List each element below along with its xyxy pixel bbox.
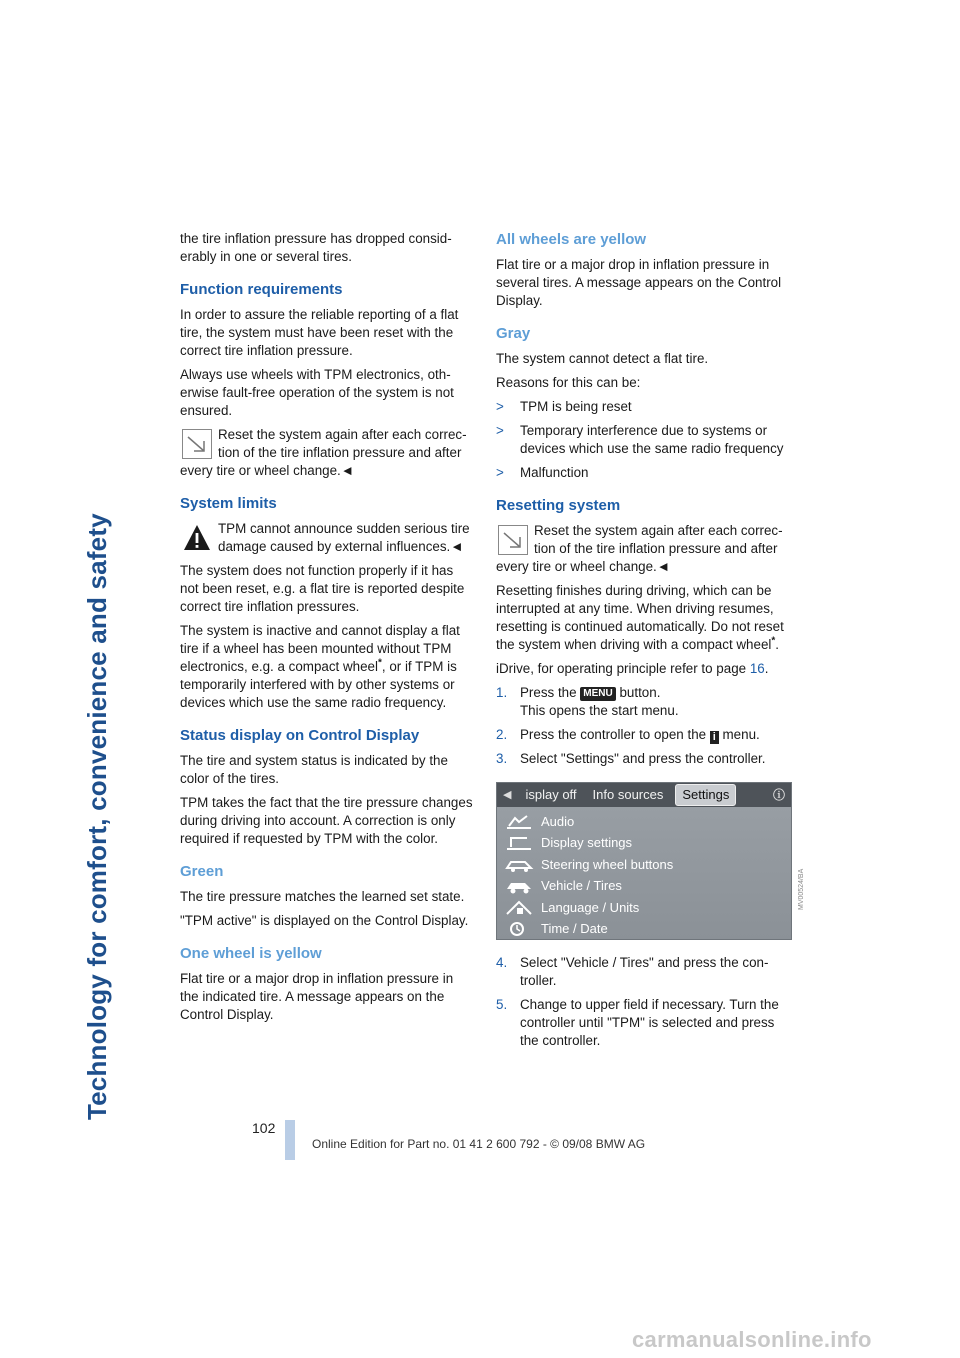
end-mark: ◄: [340, 463, 355, 478]
display-settings-icon: [505, 835, 535, 851]
limits-paragraph-1: The system does not function properly if it has not been reset, e.g. a flat tire is reported despite correct tire inflation pressures.: [180, 563, 465, 614]
bullet-marker: >: [496, 399, 504, 414]
footer-edition: Online Edition for Part no. 01 41 2 600 792 - © 09/08 BMW AG: [312, 1137, 646, 1151]
function-note-text: Reset the system again after each correction of the tire inflation pressure and after every tire or wheel change.: [180, 427, 467, 478]
system-limits-heading: System limits: [180, 495, 277, 512]
step-number: 5.: [496, 997, 508, 1012]
item-label: Display settings: [541, 835, 633, 851]
green-paragraph-2: "TPM active" is displayed on the Control Display.: [180, 913, 469, 928]
function-note: [180, 426, 473, 480]
step-text: Select "Vehicle / Tires" and press the controller.: [520, 955, 769, 988]
step-number: 2.: [496, 727, 508, 742]
green-paragraph-1: The tire pressure matches the learned set state.: [180, 889, 465, 904]
car-tires-icon: [505, 878, 535, 894]
gray-paragraph-2: Reasons for this can be:: [496, 375, 641, 390]
end-mark: ◄: [656, 559, 671, 574]
list-item: [505, 919, 791, 941]
intro-paragraph: the tire inflation pressure has dropped considerably in one or several tires.: [180, 231, 452, 264]
step-text: Select "Settings" and press the controller.: [520, 751, 766, 766]
gray-heading: Gray: [496, 325, 531, 342]
option-star: *: [771, 635, 776, 647]
tab-info-sources: Info sources: [592, 787, 664, 802]
list-item: [505, 811, 791, 833]
left-column: [180, 230, 473, 1030]
item-label: Vehicle / Tires: [541, 878, 622, 894]
reset-paragraph: [496, 582, 789, 654]
car-steering-icon: [505, 857, 535, 873]
chapter-side-title: Technology for comfort, convenience and safety: [82, 513, 112, 1120]
right-column: [496, 230, 789, 1056]
limits-text-b: , or if TPM is temporarily interfered with by other systems or devices which use the same radio frequency.: [180, 659, 457, 710]
list-item: [505, 876, 791, 898]
step-number: 1.: [496, 685, 508, 700]
step-1: [496, 684, 789, 720]
limits-text-a: The system is inactive and cannot display a flat tire if a wheel has been mounted without TPM electronics, e.g. a compact wheel: [180, 623, 460, 674]
function-paragraph-1: In order to assure the reliable reporting of a flat tire, the system must have been reset with the correct tire inflation pressure.: [180, 307, 459, 358]
step-text: Press the controller to open the: [520, 727, 710, 742]
list-item: [505, 854, 791, 876]
idrive-paragraph: [496, 660, 789, 678]
page-bar: [285, 1120, 295, 1160]
bullet-marker: >: [496, 423, 504, 438]
step-text: This opens the start menu.: [520, 703, 679, 718]
function-requirements-heading: Function requirements: [180, 281, 343, 298]
step-text: button.: [615, 685, 661, 700]
scroll-left-icon: ◀: [503, 789, 512, 801]
info-menu-icon: i: [710, 731, 719, 744]
status-paragraph-2: TPM takes the fact that the tire pressure changes during driving into account. A correction is only required if requested by TPM with the color.: [180, 795, 473, 846]
tab-settings: Settings: [675, 784, 736, 806]
info-icon: ⓘ: [772, 788, 785, 802]
page-number: 102: [252, 1120, 276, 1136]
watermark: carmanualsonline.info: [632, 1327, 872, 1352]
page-link[interactable]: 16: [749, 661, 765, 676]
step-2: [496, 726, 789, 744]
idrive-text: iDrive, for operating principle refer to page: [496, 661, 750, 676]
step-text: menu.: [718, 727, 760, 742]
reset-text-a: Resetting finishes during driving, which can be interrupted at any time. When driving resumes, resetting is continued automatically. Do not reset the system when driving with a compact wheel: [496, 583, 784, 652]
step-number: 4.: [496, 955, 508, 970]
system-limits-warning: [180, 520, 473, 556]
limits-paragraph-2: [180, 622, 473, 712]
settings-menu-list: [497, 807, 791, 940]
menu-button-icon: MENU: [580, 687, 615, 701]
step-text: Change to upper field if necessary. Turn the controller until "TPM" is selected and press the controller.: [520, 997, 779, 1048]
gray-bullet: [496, 398, 789, 416]
audio-settings-icon: [505, 814, 535, 830]
gray-bullet: [496, 464, 789, 482]
one-wheel-paragraph: Flat tire or a major drop in inflation pressure in the indicated tire. A message appears on the Control Display.: [180, 971, 454, 1022]
all-wheels-paragraph: Flat tire or a major drop in inflation pressure in several tires. A message appears on the Control Display.: [496, 257, 782, 308]
control-display-screenshot: [496, 782, 792, 940]
warning-triangle-icon: [182, 523, 212, 553]
item-label: Time / Date: [541, 921, 608, 937]
gray-paragraph-1: The system cannot detect a flat tire.: [496, 351, 709, 366]
list-item: [505, 833, 791, 855]
step-text: Press the: [520, 685, 581, 700]
step-3: [496, 750, 789, 768]
bullet-text: Malfunction: [520, 465, 589, 480]
resetting-system-heading: Resetting system: [496, 497, 621, 514]
reset-note: [496, 522, 789, 576]
item-label: Audio: [541, 813, 575, 829]
note-arrow-icon: [498, 525, 528, 555]
step-4: [496, 954, 789, 990]
warning-text: TPM cannot announce sudden serious tire damage caused by external influences.: [218, 521, 470, 554]
one-wheel-yellow-heading: One wheel is yellow: [180, 945, 322, 962]
bullet-text: Temporary interference due to systems or devices which use the same radio frequency: [520, 423, 784, 456]
status-paragraph-1: The tire and system status is indicated by the color of the tires.: [180, 753, 448, 786]
language-units-icon: [505, 900, 535, 916]
function-paragraph-2: Always use wheels with TPM electronics, otherwise fault-free operation of the system is not ensured.: [180, 367, 454, 418]
tab-display-off: isplay off: [525, 787, 577, 802]
gray-bullet: [496, 422, 789, 458]
reset-note-text: Reset the system again after each correction of the tire inflation pressure and after every tire or wheel change.: [496, 523, 783, 574]
screen-tab-bar: [497, 783, 791, 807]
image-code: MV00524/BA: [798, 868, 805, 910]
reset-text-b: .: [775, 637, 780, 652]
option-star: *: [377, 657, 382, 669]
bullet-text: TPM is being reset: [520, 399, 632, 414]
end-mark: ◄: [450, 539, 464, 554]
bullet-marker: >: [496, 465, 504, 480]
note-arrow-icon: [182, 429, 212, 459]
step-5: [496, 996, 789, 1050]
time-date-icon: [505, 921, 535, 937]
item-label: Steering wheel buttons: [541, 856, 674, 872]
item-label: Language / Units: [541, 899, 640, 915]
list-item: [505, 897, 791, 919]
all-wheels-yellow-heading: All wheels are yellow: [496, 231, 647, 248]
green-heading: Green: [180, 863, 224, 880]
step-number: 3.: [496, 751, 508, 766]
idrive-text-end: .: [764, 661, 769, 676]
status-display-heading: Status display on Control Display: [180, 727, 420, 744]
